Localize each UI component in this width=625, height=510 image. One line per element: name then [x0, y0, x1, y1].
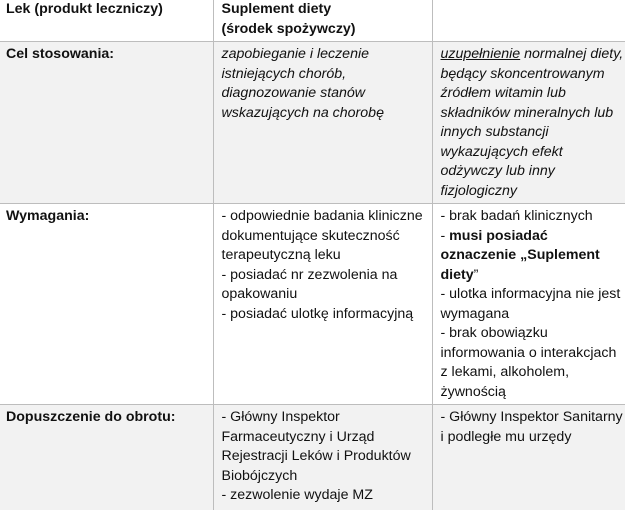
list-item: - Główny Inspektor Sanitarny i podległe mu urzędy: [441, 408, 624, 447]
wymagania-suplement-cell: [432, 204, 625, 405]
list-item: - zezwolenie wydaje MZ: [222, 486, 426, 506]
list-item: - posiadać ulotkę informacyjną: [222, 305, 426, 325]
row-label: Dopuszczenie do obrotu:: [0, 405, 213, 510]
list-item: - ulotka informacyjna nie jest wymagana: [441, 285, 624, 324]
header-empty: [432, 0, 625, 42]
header-lek: Lek (produkt leczniczy): [0, 0, 213, 42]
cel-lek-cell: zapobieganie i leczenie istniejących chorób, diagnozowanie stanów wskazujących na chorobę: [213, 42, 432, 204]
row-label: Cel stosowania:: [0, 42, 213, 204]
row-label: Wymagania:: [0, 204, 213, 405]
header-suplement-line1: Suplement diety: [222, 0, 426, 20]
cel-suplement-text: normalnej diety, będący skoncentrowanym źródłem witamin lub składników mineralnych lub innych substancji wykazujących efekt odżywczy lub inny fizjologiczny: [441, 46, 624, 199]
wymagania-lek-cell: [213, 204, 432, 405]
table-row-dopuszczenie: [0, 405, 625, 510]
list-item: - Główny Inspektor Farmaceutyczny i Urząd Rejestracji Leków i Produktów Biobójczych: [222, 408, 426, 486]
list-item-dash: -: [441, 228, 450, 244]
list-item: - posiadać nr zezwolenia na opakowaniu: [222, 266, 426, 305]
table-row-wymagania: [0, 204, 625, 405]
header-row: [0, 0, 625, 42]
list-item-bold: musi posiadać oznaczenie „Suplement diety: [441, 228, 600, 283]
underlined-term: uzupełnienie: [441, 46, 521, 62]
list-item: - brak obowiązku informowania o interakcjach z lekami, alkoholem, żywnością: [441, 324, 624, 402]
cel-suplement-cell: [432, 42, 625, 204]
header-suplement-line2: (środek spożywczy): [222, 20, 426, 40]
dopuszczenie-lek-cell: [213, 405, 432, 510]
list-item: - odpowiednie badania kliniczne dokumentujące skuteczność terapeutyczną leku: [222, 207, 426, 266]
header-suplement: [213, 0, 432, 42]
list-item: - brak badań klinicznych: [441, 207, 624, 227]
dopuszczenie-suplement-cell: [432, 405, 625, 510]
list-item: [441, 227, 624, 286]
table-row-cel-stosowania: [0, 42, 625, 204]
list-item-quote: ”: [474, 267, 479, 283]
